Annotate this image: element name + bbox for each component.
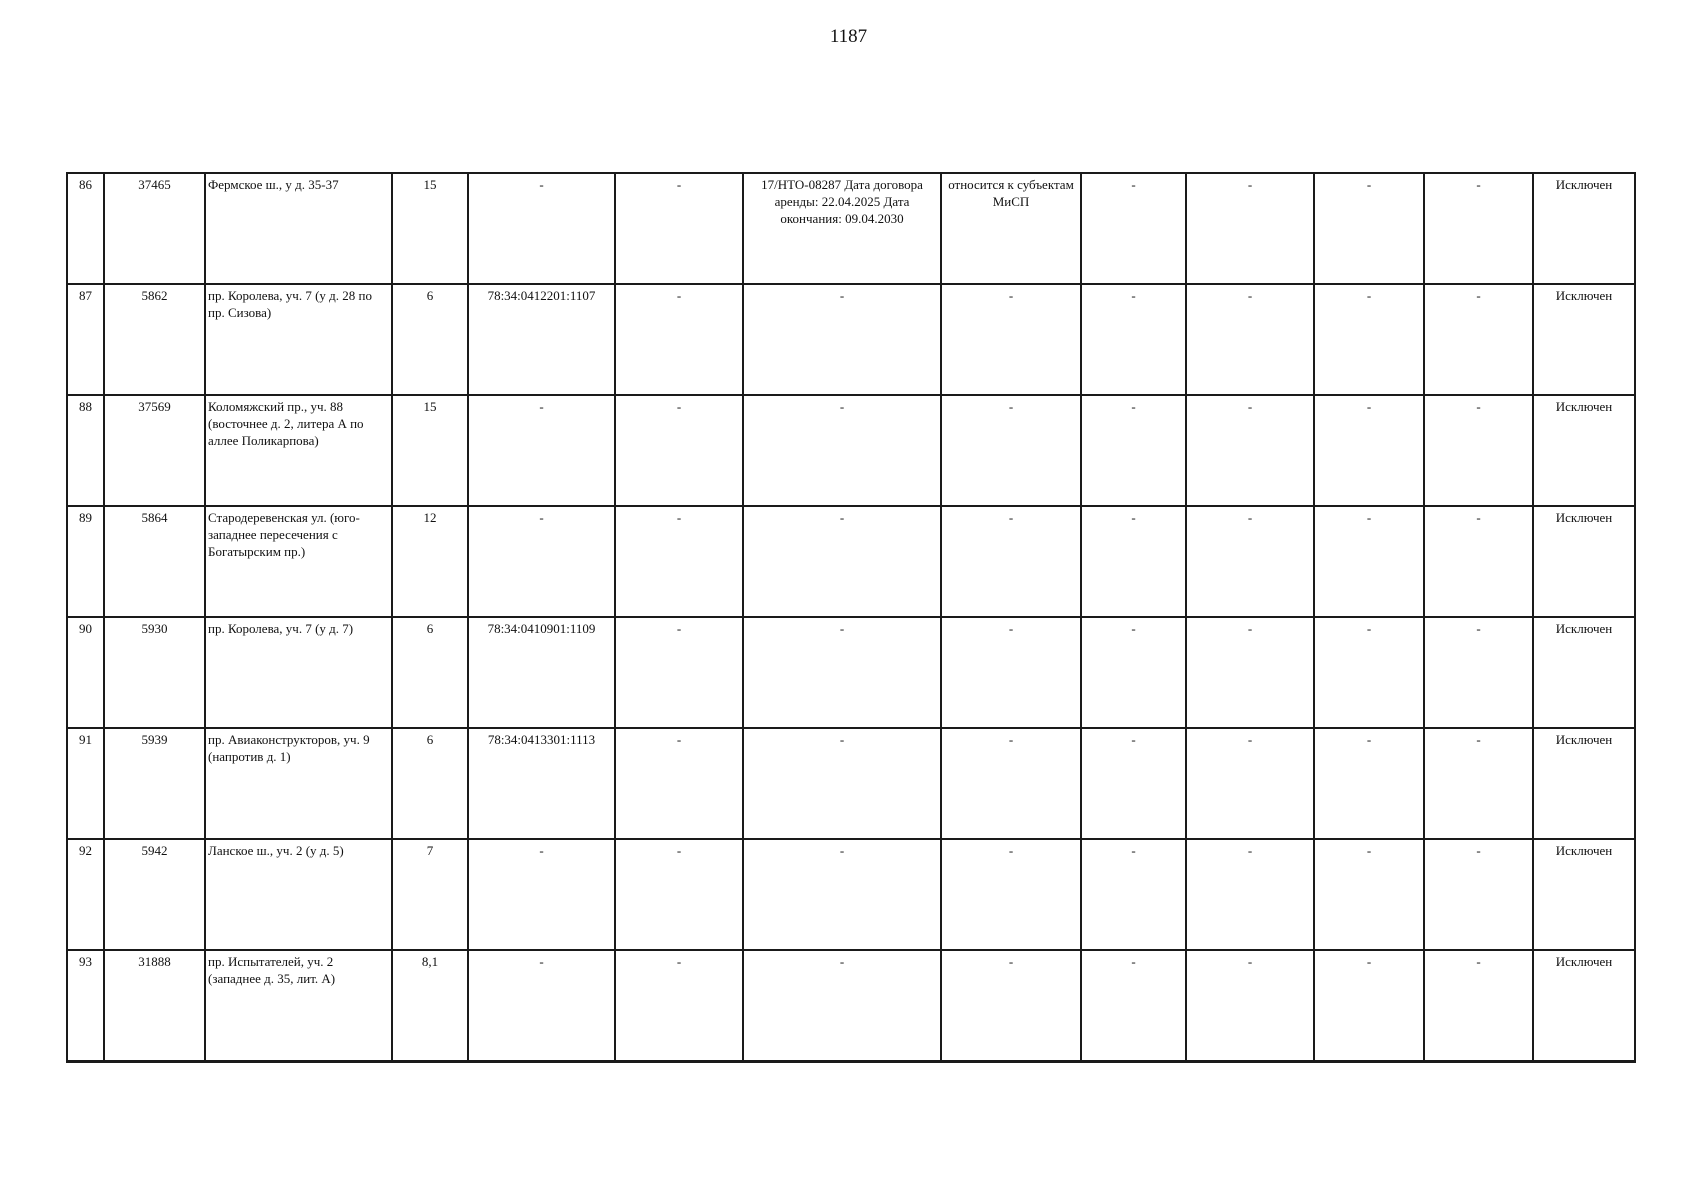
column-11-cell bbox=[1314, 728, 1424, 839]
column-10-value: - bbox=[1247, 288, 1253, 303]
address-cell bbox=[205, 284, 392, 395]
subject-cell bbox=[941, 839, 1081, 950]
column-12-value: - bbox=[1476, 177, 1481, 192]
contract-cell bbox=[743, 506, 941, 617]
column-11-cell bbox=[1314, 173, 1424, 284]
contract-info: - bbox=[839, 732, 845, 747]
address: Стародеревенская ул. (юго-западнее пересечения с Богатырским пр.) bbox=[208, 510, 360, 559]
table-row bbox=[67, 617, 1635, 728]
column-11-value: - bbox=[1366, 954, 1372, 969]
column-11-value: - bbox=[1366, 843, 1372, 858]
column-12-cell bbox=[1424, 284, 1533, 395]
column-12-value: - bbox=[1476, 732, 1481, 747]
cadastral-cell bbox=[468, 617, 615, 728]
contract-cell bbox=[743, 728, 941, 839]
column-11-cell bbox=[1314, 395, 1424, 506]
row-number: 88 bbox=[79, 399, 92, 414]
table-row bbox=[67, 173, 1635, 284]
cadastral-number: - bbox=[539, 843, 544, 858]
object-id: 5930 bbox=[141, 621, 168, 636]
object-id-cell bbox=[104, 617, 205, 728]
area-cell bbox=[392, 950, 468, 1062]
address: пр. Королева, уч. 7 (у д. 7) bbox=[208, 621, 354, 636]
table-row bbox=[67, 728, 1635, 839]
column-9-cell bbox=[1081, 617, 1186, 728]
area-cell bbox=[392, 839, 468, 950]
address-cell bbox=[205, 173, 392, 284]
row-number-cell bbox=[67, 950, 104, 1062]
column-11-cell bbox=[1314, 506, 1424, 617]
table-body bbox=[67, 173, 1635, 1062]
column-12-cell bbox=[1424, 617, 1533, 728]
area: 12 bbox=[423, 510, 437, 525]
object-id: 5939 bbox=[141, 732, 168, 747]
cadastral-number: - bbox=[539, 510, 544, 525]
column-12-value: - bbox=[1476, 954, 1481, 969]
contract-info: - bbox=[839, 288, 845, 303]
column-6-cell bbox=[615, 839, 743, 950]
area: 8,1 bbox=[421, 954, 439, 969]
column-6-cell bbox=[615, 728, 743, 839]
contract-cell bbox=[743, 395, 941, 506]
column-12-value: - bbox=[1476, 510, 1481, 525]
column-11-value: - bbox=[1366, 621, 1372, 636]
contract-info: - bbox=[839, 621, 845, 636]
column-6-value: - bbox=[676, 288, 682, 303]
column-6-value: - bbox=[676, 399, 682, 414]
column-11-value: - bbox=[1366, 288, 1372, 303]
column-9-value: - bbox=[1131, 621, 1136, 636]
row-number: 89 bbox=[79, 510, 92, 525]
object-id: 5862 bbox=[141, 288, 168, 303]
status: Исключен bbox=[1555, 621, 1613, 636]
table-row bbox=[67, 506, 1635, 617]
column-9-cell bbox=[1081, 839, 1186, 950]
status-cell bbox=[1533, 617, 1635, 728]
column-9-cell bbox=[1081, 395, 1186, 506]
subject-cell bbox=[941, 950, 1081, 1062]
status-cell bbox=[1533, 506, 1635, 617]
address: Фермское ш., у д. 35-37 bbox=[208, 177, 339, 192]
column-9-cell bbox=[1081, 284, 1186, 395]
area-cell bbox=[392, 506, 468, 617]
subject-info: - bbox=[1008, 399, 1014, 414]
column-11-value: - bbox=[1366, 177, 1372, 192]
address-cell bbox=[205, 617, 392, 728]
column-9-value: - bbox=[1131, 843, 1136, 858]
object-id: 5864 bbox=[141, 510, 168, 525]
column-12-cell bbox=[1424, 173, 1533, 284]
object-id: 31888 bbox=[138, 954, 171, 969]
subject-info: относится к субъектам МиСП bbox=[948, 177, 1074, 209]
column-12-cell bbox=[1424, 728, 1533, 839]
contract-cell bbox=[743, 839, 941, 950]
column-10-cell bbox=[1186, 284, 1314, 395]
object-id-cell bbox=[104, 839, 205, 950]
column-6-value: - bbox=[676, 732, 682, 747]
address: пр. Королева, уч. 7 (у д. 28 по пр. Сизова) bbox=[208, 288, 372, 320]
object-id-cell bbox=[104, 395, 205, 506]
page-number: 1187 bbox=[829, 26, 868, 47]
subject-cell bbox=[941, 173, 1081, 284]
address-cell bbox=[205, 839, 392, 950]
subject-cell bbox=[941, 506, 1081, 617]
area-cell bbox=[392, 617, 468, 728]
column-6-value: - bbox=[676, 177, 682, 192]
status-cell bbox=[1533, 173, 1635, 284]
table-row bbox=[67, 950, 1635, 1062]
object-id-cell bbox=[104, 506, 205, 617]
object-id-cell bbox=[104, 284, 205, 395]
cadastral-number: - bbox=[539, 399, 544, 414]
area: 6 bbox=[426, 621, 434, 636]
cadastral-cell bbox=[468, 839, 615, 950]
column-6-value: - bbox=[676, 621, 682, 636]
area-cell bbox=[392, 173, 468, 284]
contract-info: - bbox=[839, 399, 845, 414]
column-6-cell bbox=[615, 284, 743, 395]
column-9-cell bbox=[1081, 506, 1186, 617]
contract-info: - bbox=[839, 843, 845, 858]
object-id-cell bbox=[104, 728, 205, 839]
subject-cell bbox=[941, 284, 1081, 395]
area: 15 bbox=[423, 399, 437, 414]
column-12-cell bbox=[1424, 839, 1533, 950]
column-11-value: - bbox=[1366, 510, 1372, 525]
column-9-value: - bbox=[1131, 510, 1136, 525]
address-cell bbox=[205, 950, 392, 1062]
area: 6 bbox=[426, 288, 434, 303]
column-9-value: - bbox=[1131, 954, 1136, 969]
object-id: 37569 bbox=[138, 399, 171, 414]
column-9-value: - bbox=[1131, 732, 1136, 747]
column-10-value: - bbox=[1247, 510, 1253, 525]
row-number-cell bbox=[67, 284, 104, 395]
status: Исключен bbox=[1555, 399, 1613, 414]
row-number: 86 bbox=[79, 177, 92, 192]
contract-info: 17/НТО-08287 Дата договора аренды: 22.04.2025 Дата окончания: 09.04.2030 bbox=[761, 177, 923, 226]
subject-cell bbox=[941, 395, 1081, 506]
column-11-cell bbox=[1314, 284, 1424, 395]
address: пр. Испытателей, уч. 2 (западнее д. 35, лит. А) bbox=[208, 954, 336, 986]
row-number: 93 bbox=[79, 954, 92, 969]
status-cell bbox=[1533, 728, 1635, 839]
area: 15 bbox=[423, 177, 437, 192]
area: 6 bbox=[426, 732, 434, 747]
contract-cell bbox=[743, 617, 941, 728]
address-cell bbox=[205, 506, 392, 617]
column-6-value: - bbox=[676, 510, 682, 525]
row-number-cell bbox=[67, 728, 104, 839]
column-12-cell bbox=[1424, 506, 1533, 617]
column-10-value: - bbox=[1247, 177, 1253, 192]
column-10-cell bbox=[1186, 395, 1314, 506]
column-9-value: - bbox=[1131, 399, 1136, 414]
status: Исключен bbox=[1555, 843, 1613, 858]
table-row bbox=[67, 839, 1635, 950]
cadastral-cell bbox=[468, 950, 615, 1062]
contract-info: - bbox=[839, 510, 845, 525]
address: Коломяжский пр., уч. 88 (восточнее д. 2, литера А по аллее Поликарпова) bbox=[208, 399, 364, 448]
area-cell bbox=[392, 284, 468, 395]
subject-info: - bbox=[1008, 954, 1014, 969]
area-cell bbox=[392, 728, 468, 839]
row-number-cell bbox=[67, 173, 104, 284]
column-12-cell bbox=[1424, 950, 1533, 1062]
column-11-cell bbox=[1314, 950, 1424, 1062]
subject-info: - bbox=[1008, 288, 1014, 303]
column-10-value: - bbox=[1247, 843, 1253, 858]
column-12-value: - bbox=[1476, 843, 1481, 858]
column-10-value: - bbox=[1247, 732, 1253, 747]
subject-info: - bbox=[1008, 732, 1014, 747]
column-11-value: - bbox=[1366, 399, 1372, 414]
object-id: 37465 bbox=[138, 177, 171, 192]
status: Исключен bbox=[1555, 954, 1613, 969]
column-12-cell bbox=[1424, 395, 1533, 506]
cadastral-cell bbox=[468, 728, 615, 839]
subject-info: - bbox=[1008, 843, 1014, 858]
column-9-cell bbox=[1081, 173, 1186, 284]
cadastral-cell bbox=[468, 395, 615, 506]
column-6-cell bbox=[615, 506, 743, 617]
column-9-value: - bbox=[1131, 288, 1136, 303]
column-10-cell bbox=[1186, 728, 1314, 839]
contract-cell bbox=[743, 173, 941, 284]
cadastral-cell bbox=[468, 173, 615, 284]
status: Исключен bbox=[1555, 177, 1613, 192]
subject-info: - bbox=[1008, 621, 1014, 636]
status: Исключен bbox=[1555, 732, 1613, 747]
column-6-value: - bbox=[676, 843, 682, 858]
column-10-value: - bbox=[1247, 399, 1253, 414]
column-6-cell bbox=[615, 617, 743, 728]
column-10-value: - bbox=[1247, 621, 1253, 636]
address: пр. Авиаконструкторов, уч. 9 (напротив д. 1) bbox=[208, 732, 370, 764]
column-10-cell bbox=[1186, 617, 1314, 728]
column-9-cell bbox=[1081, 950, 1186, 1062]
column-10-cell bbox=[1186, 173, 1314, 284]
row-number: 87 bbox=[79, 288, 92, 303]
row-number: 90 bbox=[79, 621, 92, 636]
column-10-cell bbox=[1186, 506, 1314, 617]
column-9-cell bbox=[1081, 728, 1186, 839]
row-number-cell bbox=[67, 839, 104, 950]
column-10-cell bbox=[1186, 950, 1314, 1062]
object-id-cell bbox=[104, 173, 205, 284]
status-cell bbox=[1533, 284, 1635, 395]
status-cell bbox=[1533, 950, 1635, 1062]
address-cell bbox=[205, 728, 392, 839]
column-12-value: - bbox=[1476, 621, 1481, 636]
address-cell bbox=[205, 395, 392, 506]
cadastral-number: 78:34:0410901:1109 bbox=[487, 621, 596, 636]
contract-cell bbox=[743, 950, 941, 1062]
status: Исключен bbox=[1555, 288, 1613, 303]
column-11-cell bbox=[1314, 617, 1424, 728]
row-number: 92 bbox=[79, 843, 92, 858]
row-number: 91 bbox=[79, 732, 92, 747]
subject-cell bbox=[941, 617, 1081, 728]
column-6-cell bbox=[615, 173, 743, 284]
cadastral-number: 78:34:0412201:1107 bbox=[487, 288, 596, 303]
status: Исключен bbox=[1555, 510, 1613, 525]
status-cell bbox=[1533, 395, 1635, 506]
cadastral-cell bbox=[468, 506, 615, 617]
column-9-value: - bbox=[1131, 177, 1136, 192]
table-row bbox=[67, 284, 1635, 395]
column-10-cell bbox=[1186, 839, 1314, 950]
cadastral-number: - bbox=[539, 177, 544, 192]
column-10-value: - bbox=[1247, 954, 1253, 969]
area: 7 bbox=[426, 843, 434, 858]
column-6-cell bbox=[615, 395, 743, 506]
row-number-cell bbox=[67, 506, 104, 617]
column-6-cell bbox=[615, 950, 743, 1062]
contract-cell bbox=[743, 284, 941, 395]
cadastral-cell bbox=[468, 284, 615, 395]
column-6-value: - bbox=[676, 954, 682, 969]
registry-table bbox=[66, 172, 1636, 1063]
status-cell bbox=[1533, 839, 1635, 950]
object-id: 5942 bbox=[141, 843, 168, 858]
table-row bbox=[67, 395, 1635, 506]
cadastral-number: 78:34:0413301:1113 bbox=[487, 732, 596, 747]
address: Ланское ш., уч. 2 (у д. 5) bbox=[208, 843, 344, 858]
cadastral-number: - bbox=[539, 954, 544, 969]
row-number-cell bbox=[67, 617, 104, 728]
column-12-value: - bbox=[1476, 399, 1481, 414]
contract-info: - bbox=[839, 954, 845, 969]
subject-info: - bbox=[1008, 510, 1014, 525]
column-11-cell bbox=[1314, 839, 1424, 950]
row-number-cell bbox=[67, 395, 104, 506]
column-11-value: - bbox=[1366, 732, 1372, 747]
area-cell bbox=[392, 395, 468, 506]
subject-cell bbox=[941, 728, 1081, 839]
object-id-cell bbox=[104, 950, 205, 1062]
column-12-value: - bbox=[1476, 288, 1481, 303]
